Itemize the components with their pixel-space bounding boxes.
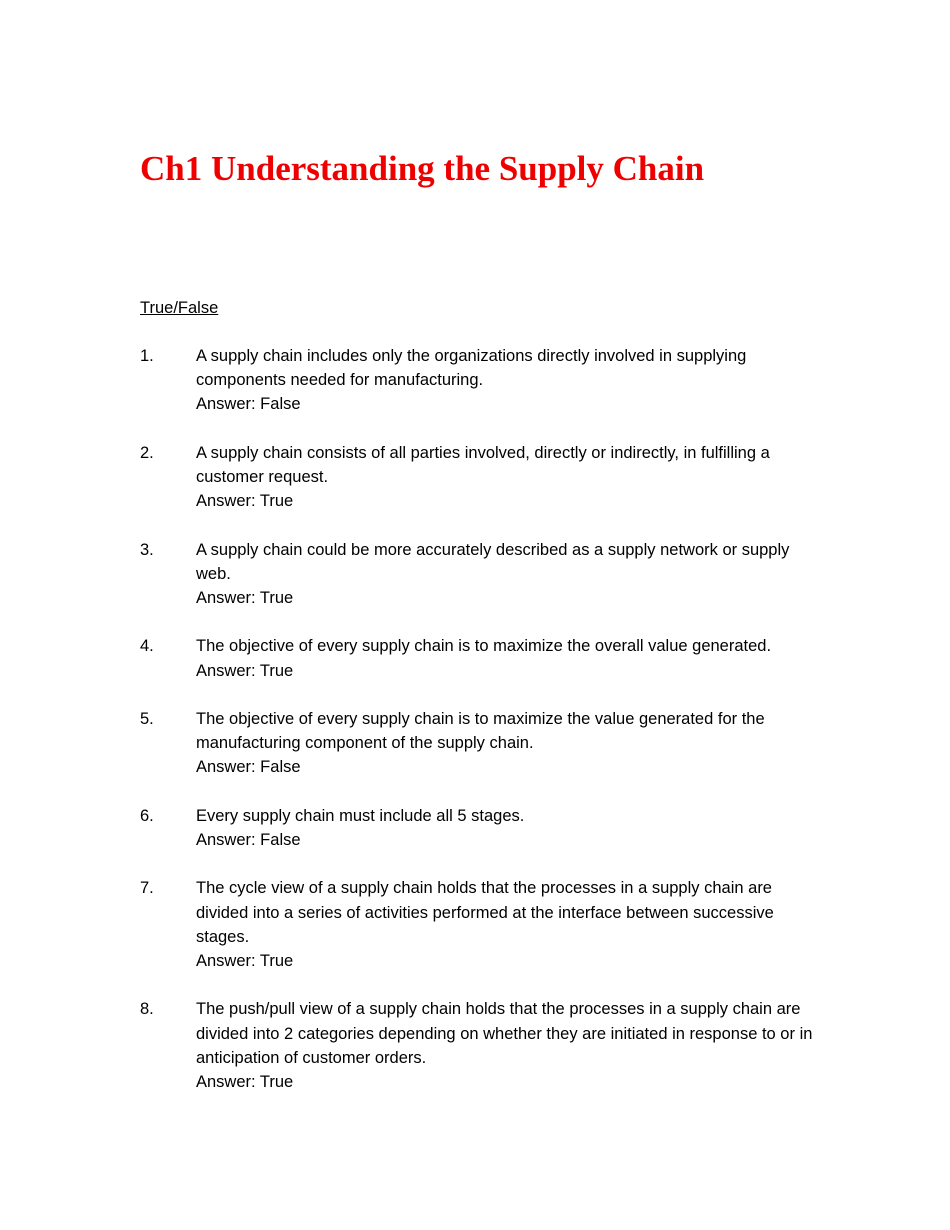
question-text: Every supply chain must include all 5 stages.: [196, 806, 525, 825]
question-item: [140, 441, 820, 514]
question-text: A supply chain could be more accurately described as a supply network or supply web.: [196, 540, 790, 583]
question-item: [140, 344, 820, 417]
question-answer: Answer: False: [196, 395, 301, 414]
question-number: 8.: [140, 1000, 154, 1019]
question-answer: Answer: True: [196, 951, 294, 970]
question-body: [196, 707, 820, 780]
question-text: A supply chain includes only the organizations directly involved in supplying components needed for manufacturing.: [196, 347, 747, 390]
question-answer: Answer: True: [196, 661, 294, 680]
question-number: 2.: [140, 443, 154, 462]
section-heading-true-false: True/False: [140, 299, 219, 317]
question-list: [140, 344, 820, 1118]
question-answer: Answer: True: [196, 1072, 294, 1091]
page-title: Ch1 Understanding the Supply Chain: [140, 149, 705, 188]
question-number: 7.: [140, 879, 154, 898]
question-text: The objective of every supply chain is to maximize the overall value generated.: [196, 637, 772, 656]
question-number: 4.: [140, 637, 154, 656]
question-number: 6.: [140, 806, 154, 825]
question-item: [140, 538, 820, 611]
question-item: [140, 997, 820, 1094]
question-answer: Answer: True: [196, 589, 294, 607]
question-item: [140, 804, 820, 852]
question-text: The push/pull view of a supply chain holds that the processes in a supply chain are divided into 2 categories depending on whether they are initiated in response to or in anticipation of customer orders.: [196, 1000, 813, 1067]
question-body: [196, 876, 820, 973]
question-number: 1.: [140, 347, 154, 365]
question-body: [196, 997, 820, 1094]
question-answer: Answer: False: [196, 758, 301, 777]
question-item: [140, 876, 820, 973]
question-item: [140, 707, 820, 780]
question-answer: Answer: True: [196, 492, 294, 511]
question-item: [140, 634, 820, 682]
question-body: [196, 804, 820, 852]
question-body: [196, 538, 820, 611]
question-text: A supply chain consists of all parties involved, directly or indirectly, in fulfilling a customer request.: [196, 443, 770, 486]
question-number: 5.: [140, 709, 154, 728]
question-body: [196, 344, 820, 417]
question-body: [196, 441, 820, 514]
question-text: The cycle view of a supply chain holds that the processes in a supply chain are divided into a series of activities performed at the interface between successive stages.: [196, 879, 774, 946]
question-text: The objective of every supply chain is to maximize the value generated for the manufacturing component of the supply chain.: [196, 709, 765, 753]
question-body: [196, 634, 820, 682]
question-answer: Answer: False: [196, 830, 301, 849]
question-number: 3.: [140, 540, 154, 559]
